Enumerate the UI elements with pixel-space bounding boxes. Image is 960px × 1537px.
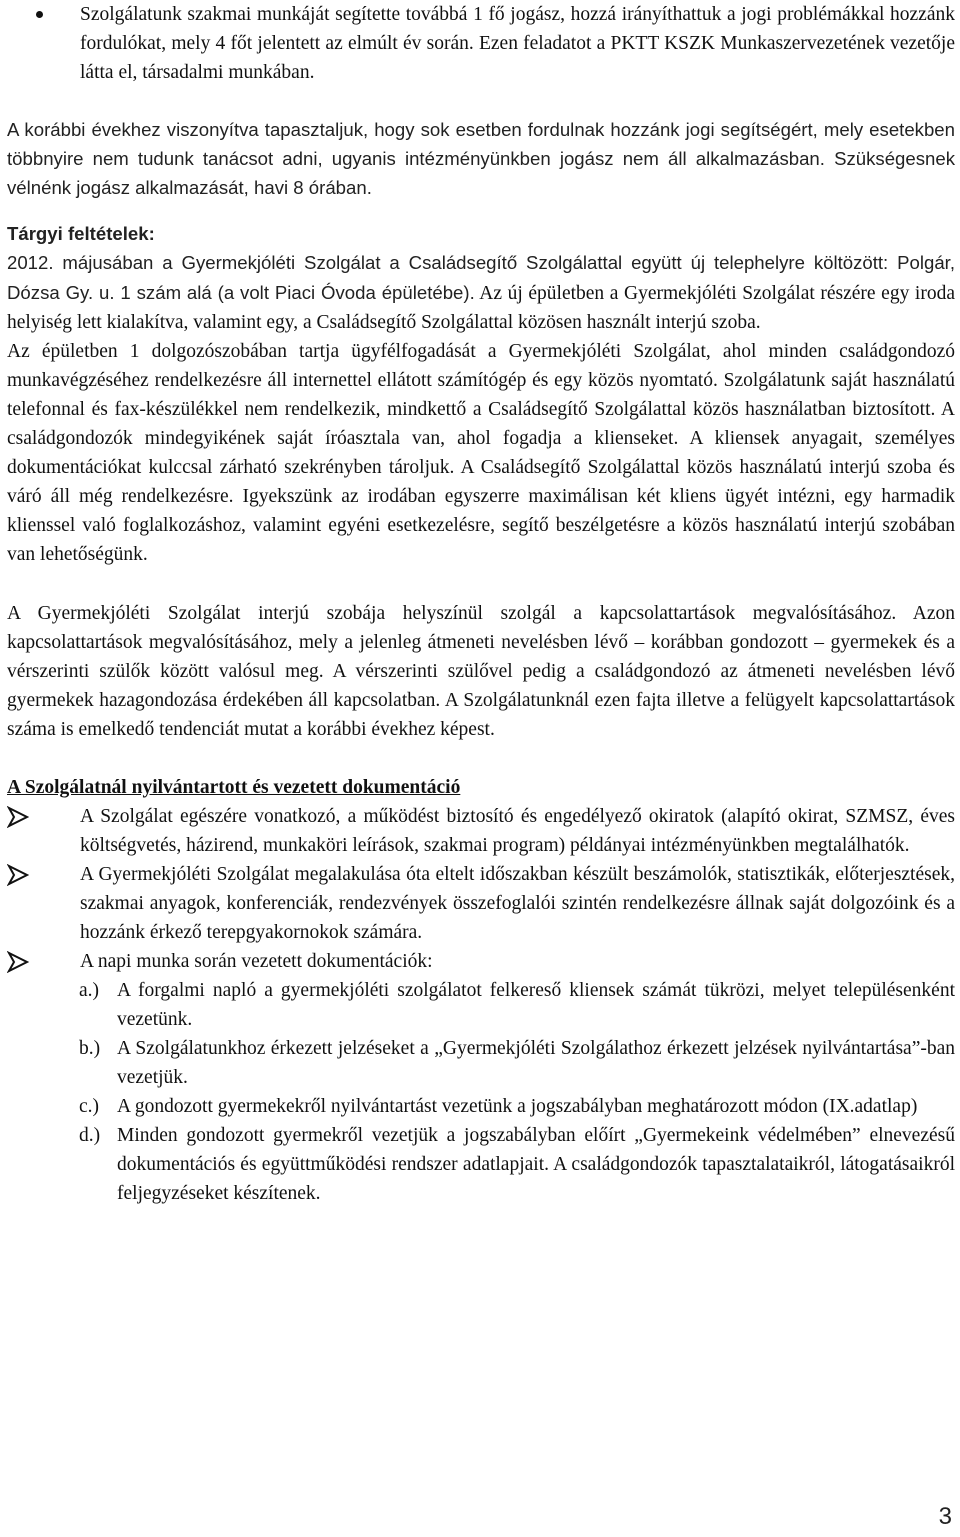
sub-item-label: b.) <box>79 1038 101 1059</box>
conditions-heading: Tárgyi feltételek: <box>7 223 155 244</box>
sub-item-text: Minden gondozott gyermekről vezetjük a jogszabályban előírt „Gyermekeink védelmében” elnevezésű dokumentációs és együttműködési rendszer adatlapjait. A családgondozók tapasztalataikról, látogatásaikról feljegyzéseket készítenek. <box>117 1125 955 1204</box>
doc-list-item <box>7 947 955 976</box>
lawyer-need-paragraph: A korábbi évekhez viszonyítva tapasztaljuk, hogy sok esetben fordulnak hozzánk jogi segítségért, mely esetekben többnyire nem tudunk tanácsot adni, ugyanis intézményünkben jogász nem áll alkalmazásban. Szükségesnek vélnénk jogász alkalmazását, havi 8 órában. <box>7 119 955 198</box>
sub-list-item <box>7 1121 955 1208</box>
doc-list-item <box>7 802 955 860</box>
sub-item-label: c.) <box>79 1096 100 1117</box>
filled-circle-icon <box>36 11 43 18</box>
conditions-paragraph-2: Az épületben 1 dolgozószobában tartja ügyfélfogadását a Gyermekjóléti Szolgálat, ahol minden családgondozó munkavégzéséhez rendelkezésre áll internettel ellátott számítógép és egy közös nyomtató. Szolgálatunk saját használatú telefonnal és fax-készülékkel nem rendelkezik, mindkettő a Családsegítő Szolgálattal közös használatban biztosított. A családgondozók mindegyikének saját íróasztala van, ahol fogadja a klienseket. A kliensek anyagait, személyes dokumentációkat kulccsal zárható szekrényben tároljuk. A Családsegítő Szolgálattal közös használatú interjú szoba és váró áll még rendelkezésre. Igyekszünk az irodában egyszerre maximálisan két kliens ügyét intézni, egy harmadik klienssel való foglalkozáshoz, valamint egyéni esetkezelésre, segítő beszélgetésre a közös használatú interjú szobában van lehetőségünk. <box>7 341 955 565</box>
sub-list-item <box>7 1034 955 1092</box>
arrowhead-bullet-icon <box>7 864 29 886</box>
sub-item-text: A Szolgálatunkhoz érkezett jelzéseket a „Gyermekjóléti Szolgálathoz érkezett jelzések nyilvántartása”-ban vezetjük. <box>117 1038 955 1088</box>
arrowhead-bullet-icon <box>7 806 29 828</box>
page-number: 3 <box>938 1503 952 1530</box>
sub-item-text: A forgalmi napló a gyermekjóléti szolgálatot felkereső kliensek számát tükrözi, melyet településenként vezetünk. <box>117 980 955 1030</box>
sub-list-item <box>7 1092 955 1121</box>
sub-item-label: a.) <box>79 980 100 1001</box>
doc-item-text: A Gyermekjóléti Szolgálat megalakulása óta eltelt időszakban készült beszámolók, statisztikák, előterjesztések, szakmai anyagok, konferenciák, rendezvények összefoglalói szintén rendelkezésre állnak saját dolgozóink és a hozzánk érkező terepgyakornokok számára. <box>80 864 955 943</box>
doc-item-text: A Szolgálat egészére vonatkozó, a működést biztosító és engedélyező okiratok (alapító okirat, SZMSZ, éves költségvetés, házirend, munkaköri leírások, szakmai program) példányai intézményünkben megtalálhatók. <box>80 806 955 856</box>
arrowhead-bullet-icon <box>7 951 29 973</box>
sub-list-item <box>7 976 955 1034</box>
sub-item-text: A gondozott gyermekekről nyilvántartást vezetünk a jogszabályban meghatározott módon (IX.adatlap) <box>117 1096 918 1117</box>
sub-item-label: d.) <box>79 1125 101 1146</box>
documentation-heading: A Szolgálatnál nyilvántartott és vezetett dokumentáció <box>7 777 461 798</box>
conditions-paragraph-1 <box>7 248 955 337</box>
conditions-relocation-text: 2012. májusában a Gyermekjóléti Szolgálat a Családsegítő Szolgálattal együtt új telephelyre költözött: Polgár, Dózsa Gy. u. 1 szám alá (a volt Piaci Óvoda épületébe). <box>7 252 955 303</box>
document-content <box>7 0 955 1208</box>
doc-list-item <box>7 860 955 947</box>
bullet-list-item <box>7 0 955 87</box>
doc-item-text: A napi munka során vezetett dokumentációk: <box>80 951 433 972</box>
lawyer-support-paragraph: Szolgálatunk szakmai munkáját segítette továbbá 1 fő jogász, hozzá irányíthattuk a jogi problémákkal hozzánk fordulókat, mely 4 főt jelentett az elmúlt év során. Ezen feladatot a PKTT KSZK Munkaszervezetének vezetője látta el, társadalmi munkában. <box>80 4 955 83</box>
conditions-office-text: Az új épületben a Gyermekjóléti Szolgálat részére egy iroda helyiség lett kialakítva, valamint egy, a Családsegítő Szolgálattal közösen használt interjú szoba. <box>7 283 955 333</box>
contact-paragraph: A Gyermekjóléti Szolgálat interjú szobája helyszínül szolgál a kapcsolattartások megvalósításához. Azon kapcsolattartások megvalósításához, mely a jelenleg átmeneti nevelésben lévő – korábban gondozott – gyermekek és a vérszerinti szülők között valósul meg. A vérszerinti szülővel pedig a családgondozó az átmeneti nevelésben lévő gyermekek hazagondozása érdekében áll kapcsolatban. A Szolgálatunknál ezen fajta illetve a felügyelt kapcsolattartások száma is emelkedő tendenciát mutat a korábbi évekhez képest. <box>7 603 955 740</box>
